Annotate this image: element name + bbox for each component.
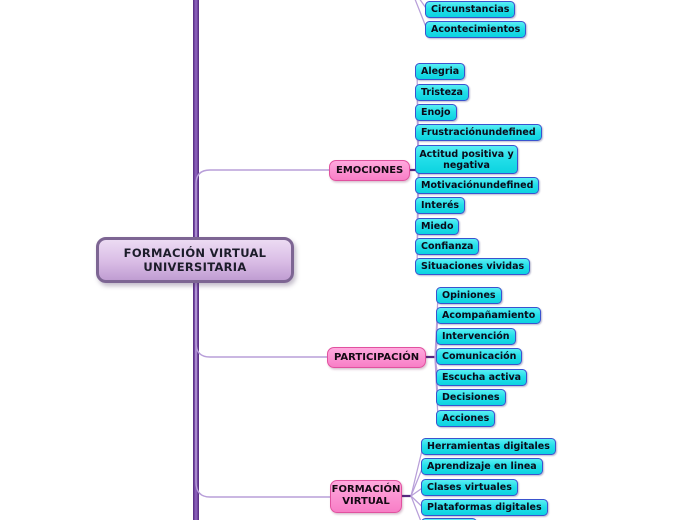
leaf-node[interactable]: Motivaciónundefined: [415, 177, 539, 194]
leaf-node[interactable]: Interés: [415, 197, 465, 214]
leaf-node[interactable]: Tristeza: [415, 84, 469, 101]
leaf-node[interactable]: Plataformas digitales: [421, 499, 548, 516]
leaf-node[interactable]: Circunstancias: [425, 1, 515, 18]
leaf-node[interactable]: Opiniones: [436, 287, 502, 304]
connector-line: [196, 170, 329, 237]
leaf-node[interactable]: Frustraciónundefined: [415, 124, 542, 141]
leaf-node[interactable]: Enojo: [415, 104, 457, 121]
branch-node-participacion[interactable]: PARTICIPACIÓN: [327, 347, 426, 368]
leaf-node[interactable]: Miedo: [415, 218, 459, 235]
branch-node-emociones[interactable]: EMOCIONES: [329, 160, 410, 181]
leaf-node[interactable]: Alegria: [415, 63, 465, 80]
leaf-node[interactable]: Acciones: [436, 410, 495, 427]
leaf-node[interactable]: Comunicación: [436, 348, 522, 365]
leaf-node[interactable]: Situaciones vividas: [415, 258, 530, 275]
connector-line: [196, 283, 327, 357]
leaf-node[interactable]: Aprendizaje en linea: [421, 458, 543, 475]
central-node[interactable]: FORMACIÓN VIRTUAL UNIVERSITARIA: [96, 237, 294, 283]
connector-line: [196, 283, 330, 497]
leaf-node[interactable]: Escucha activa: [436, 369, 527, 386]
leaf-node[interactable]: Acontecimientos: [425, 21, 526, 38]
leaf-node[interactable]: Intervención: [436, 328, 516, 345]
leaf-node[interactable]: Acompañamiento: [436, 307, 541, 324]
leaf-node[interactable]: Confianza: [415, 238, 479, 255]
leaf-node[interactable]: Actitud positiva y negativa: [415, 145, 518, 174]
branch-node-formacion-virtual[interactable]: FORMACIÓN VIRTUAL: [330, 480, 402, 513]
leaf-node[interactable]: Clases virtuales: [421, 479, 518, 496]
leaf-node[interactable]: Herramientas digitales: [421, 438, 556, 455]
leaf-node[interactable]: Decisiones: [436, 389, 506, 406]
